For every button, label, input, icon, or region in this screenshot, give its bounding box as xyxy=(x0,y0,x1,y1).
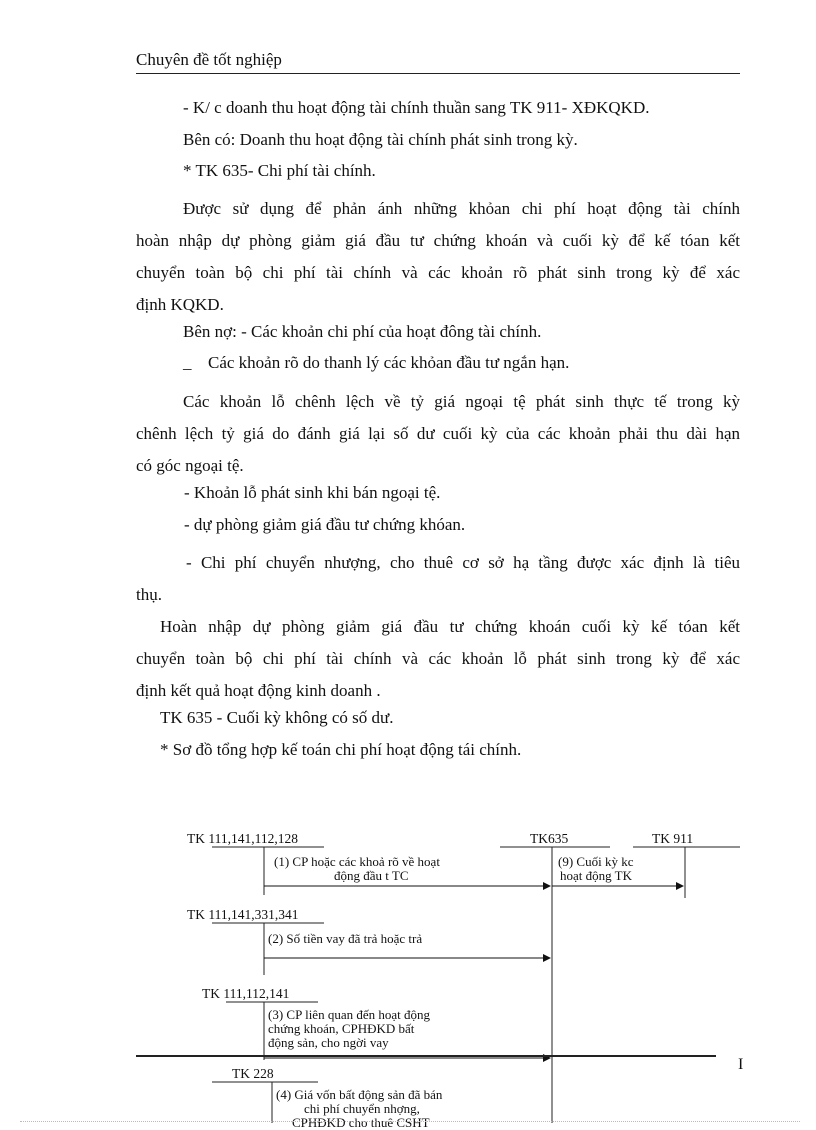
accounting-diagram xyxy=(0,820,816,1130)
paragraph-9: - dự phòng giảm giá đầu tư chứng khóan. xyxy=(184,515,466,534)
note-1-line-2: động đầu t TC xyxy=(334,868,409,883)
account-tk-111-141-112-128: TK 111,141,112,128 xyxy=(187,831,298,846)
account-tk-911: TK 911 xyxy=(652,831,694,846)
paragraph-6-bullet: _ xyxy=(183,353,192,372)
note-2: (2) Số tiền vay đã trả hoặc trả xyxy=(268,931,423,946)
paragraph-6: Các khoản rõ do thanh lý các khỏan đầu tư ngắn hạn. xyxy=(208,353,570,372)
paragraph-4-line-1: Được sử dụng để phản ánh những khỏan chi phí hoạt động tài chính xyxy=(183,199,740,218)
paragraph-7-line-3: có góc ngoại tệ. xyxy=(136,456,244,475)
paragraph-7 xyxy=(136,386,740,482)
note-3-line-2: chứng khoán, CPHĐKD bất xyxy=(268,1021,415,1036)
paragraph-13: * Sơ đồ tổng hợp kế toán chi phí hoạt động tái chính. xyxy=(160,740,522,759)
note-4-line-2: chi phí chuyển nhợng, xyxy=(304,1101,420,1116)
account-tk-635: TK635 xyxy=(530,831,569,846)
paragraph-11-line-2: chuyển toàn bộ chi phí tài chính và các khoản lỗ phát sinh trong kỳ để xác xyxy=(136,649,740,668)
paragraph-12: TK 635 - Cuối kỳ không có số dư. xyxy=(160,708,394,727)
paragraph-10-line-2: thụ. xyxy=(136,585,162,604)
paragraph-4-line-4: định KQKD. xyxy=(136,295,224,314)
paragraph-7-line-1: Các khoản lỗ chênh lệch về tỷ giá ngoại tệ phát sinh thực tế trong kỳ xyxy=(183,392,740,411)
page-edge-dotted xyxy=(20,1121,800,1122)
page-header xyxy=(136,49,740,74)
note-1-line-1: (1) CP hoặc các khoả rõ về hoạt xyxy=(274,854,440,869)
account-tk-111-112-141: TK 111,112,141 xyxy=(202,986,290,1001)
paragraph-2: Bên có: Doanh thu hoạt động tài chính phát sinh trong kỳ. xyxy=(183,130,578,149)
paragraph-3: * TK 635- Chi phí tài chính. xyxy=(183,161,376,180)
note-4-line-1: (4) Giá vốn bất động sản đã bán xyxy=(276,1087,443,1102)
footer-rule xyxy=(136,1055,716,1057)
paragraph-11 xyxy=(136,611,740,707)
header-title: Chuyên đề tốt nghiệp xyxy=(136,50,282,69)
account-tk-228: TK 228 xyxy=(232,1066,274,1081)
paragraph-8: - Khoản lỗ phát sinh khi bán ngoại tệ. xyxy=(184,483,441,502)
page-number: I xyxy=(738,1056,744,1073)
paragraph-1: - K/ c doanh thu hoạt động tài chính thuần sang TK 911- XĐKQKD. xyxy=(183,98,650,117)
note-3-line-3: động sản, cho ngời vay xyxy=(268,1035,389,1050)
paragraph-7-line-2: chênh lệch tỷ giá do đánh giá lại số dư cuối kỳ của các khoản phải thu dài hạn xyxy=(136,424,740,443)
paragraph-11-line-3: định kết quả hoạt động kinh doanh . xyxy=(136,681,381,700)
note-9-line-2: hoạt động TK xyxy=(560,868,632,883)
paragraph-11-line-1: Hoàn nhập dự phòng giảm giá đầu tư chứng khoán cuối kỳ kế tóan kết xyxy=(160,617,740,636)
note-3-line-1: (3) CP liên quan đến hoạt động xyxy=(268,1007,430,1022)
paragraph-4-line-3: chuyển toàn bộ chi phí tài chính và các khoản rõ phát sinh trong kỳ để xác xyxy=(136,263,740,282)
paragraph-10 xyxy=(136,547,740,611)
account-tk-111-141-331-341: TK 111,141,331,341 xyxy=(187,907,299,922)
note-9-line-1: (9) Cuối kỳ kc xyxy=(558,854,634,869)
note-4-line-3: CPHĐKD cho thuê CSHT xyxy=(292,1115,430,1130)
paragraph-5: Bên nợ: - Các khoản chi phí của hoạt đông tài chính. xyxy=(183,322,542,341)
paragraph-10-line-1: - Chi phí chuyển nhượng, cho thuê cơ sở hạ tầng được xác định là tiêu xyxy=(186,553,740,572)
paragraph-4-line-2: hoàn nhập dự phòng giảm giá đầu tư chứng khoán và cuối kỳ để kế tóan kết xyxy=(136,231,740,250)
paragraph-4 xyxy=(136,193,740,321)
